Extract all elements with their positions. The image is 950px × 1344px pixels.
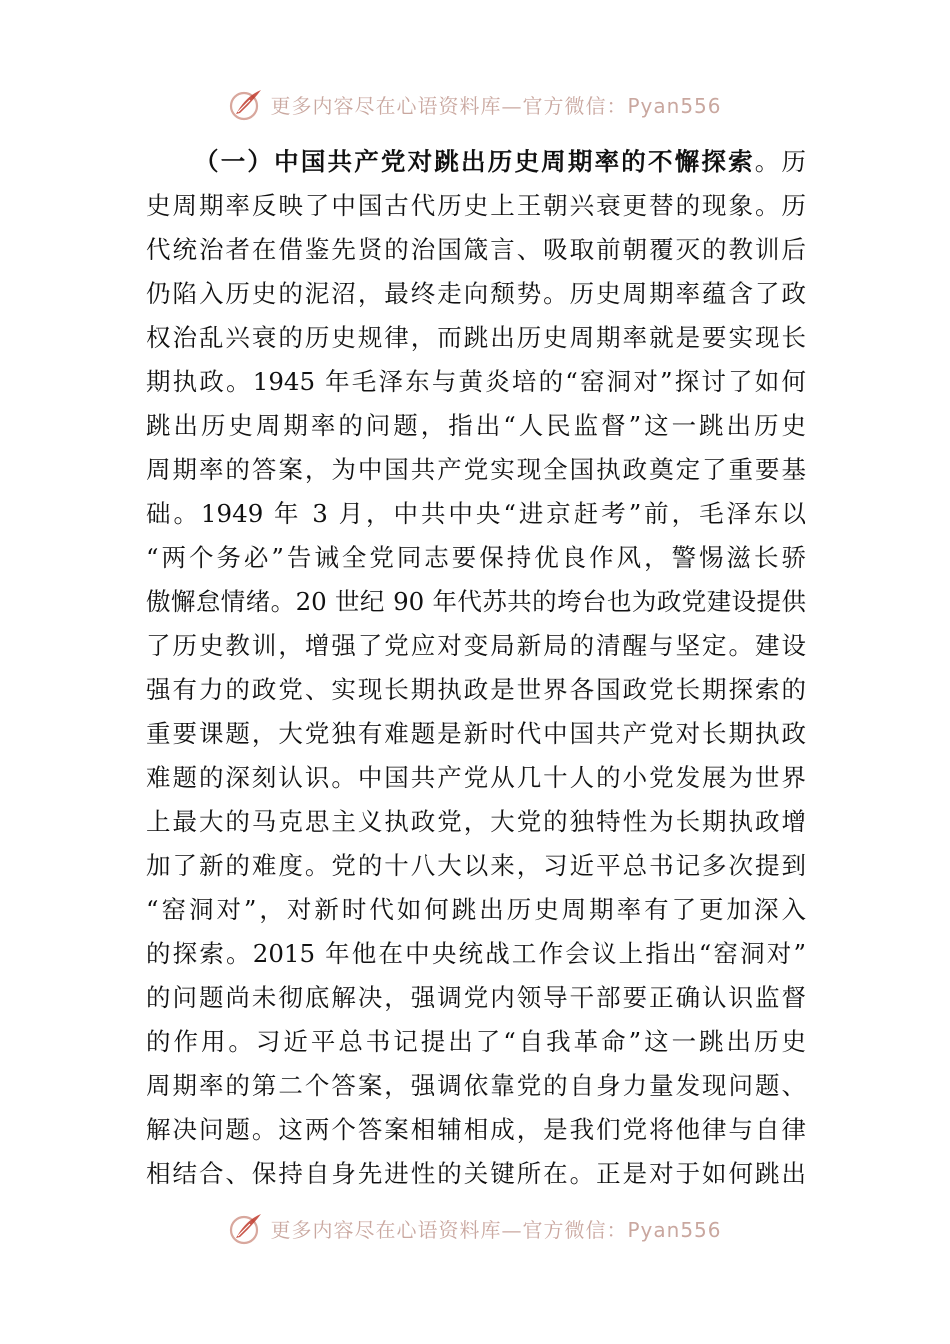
paragraph-line: 跳出历史周期率的问题，指出“人民监督”这一跳出历史 bbox=[146, 411, 806, 440]
paragraph-line: 解决问题。这两个答案相辅相成，是我们党将他律与自律 bbox=[146, 1115, 806, 1144]
paragraph-line: 史周期率反映了中国古代历史上王朝兴衰更替的现象。历 bbox=[146, 191, 806, 220]
quill-logo-icon bbox=[228, 1210, 264, 1246]
paragraph-line: 难题的深刻认识。中国共产党从几十人的小党发展为世界 bbox=[146, 763, 806, 792]
paragraph-line: 权治乱兴衰的历史规律，而跳出历史周期率就是要实现长 bbox=[146, 323, 806, 352]
paragraph-line: 了历史教训，增强了党应对变局新局的清醒与坚定。建设 bbox=[146, 631, 806, 660]
header-watermark bbox=[0, 84, 950, 124]
paragraph-line: 上最大的马克思主义执政党，大党的独特性为长期执政增 bbox=[146, 807, 806, 836]
paragraph-line: 期执政。1945 年毛泽东与黄炎培的“窑洞对”探讨了如何 bbox=[146, 367, 806, 396]
paragraph-line: 加了新的难度。党的十八大以来，习近平总书记多次提到 bbox=[146, 851, 806, 880]
paragraph-line: 周期率的答案，为中国共产党实现全国执政奠定了重要基 bbox=[146, 455, 806, 484]
paragraph-line: 的探索。2015 年他在中央统战工作会议上指出“窑洞对” bbox=[146, 939, 806, 968]
footer-watermark bbox=[0, 1208, 950, 1248]
paragraph-line: 的问题尚未彻底解决，强调党内领导干部要正确认识监督 bbox=[146, 983, 806, 1012]
paragraph-line: 仍陷入历史的泥沼，最终走向颓势。历史周期率蕴含了政 bbox=[146, 279, 806, 308]
paragraph-line: （一）中国共产党对跳出历史周期率的不懈探索。历 bbox=[194, 147, 806, 176]
paragraph-line: 周期率的第二个答案，强调依靠党的自身力量发现问题、 bbox=[146, 1071, 806, 1100]
paragraph-line: “窑洞对”，对新时代如何跳出历史周期率有了更加深入 bbox=[146, 895, 806, 924]
quill-logo-icon bbox=[228, 86, 264, 122]
watermark-text: 更多内容尽在心语资料库—官方微信：Pyan556 bbox=[270, 93, 722, 118]
paragraph-line: 代统治者在借鉴先贤的治国箴言、吸取前朝覆灭的教训后 bbox=[146, 235, 806, 264]
paragraph-line: 强有力的政党、实现长期执政是世界各国政党长期探索的 bbox=[146, 675, 806, 704]
paragraph-line: 础。1949 年 3 月，中共中央“进京赶考”前，毛泽东以 bbox=[146, 499, 806, 528]
document-body bbox=[146, 140, 806, 1196]
paragraph-line: 相结合、保持自身先进性的关键所在。正是对于如何跳出 bbox=[146, 1159, 806, 1188]
watermark-text: 更多内容尽在心语资料库—官方微信：Pyan556 bbox=[270, 1217, 722, 1242]
paragraph-line: 重要课题，大党独有难题是新时代中国共产党对长期执政 bbox=[146, 719, 806, 748]
paragraph-line: “两个务必”告诫全党同志要保持优良作风，警惕滋长骄 bbox=[146, 543, 806, 572]
paragraph-line: 的作用。习近平总书记提出了“自我革命”这一跳出历史 bbox=[146, 1027, 806, 1056]
section-heading: （一）中国共产党对跳出历史周期率的不懈探索 bbox=[194, 147, 755, 176]
paragraph-line: 傲懈怠情绪。20 世纪 90 年代苏共的垮台也为政党建设提供 bbox=[146, 587, 806, 616]
